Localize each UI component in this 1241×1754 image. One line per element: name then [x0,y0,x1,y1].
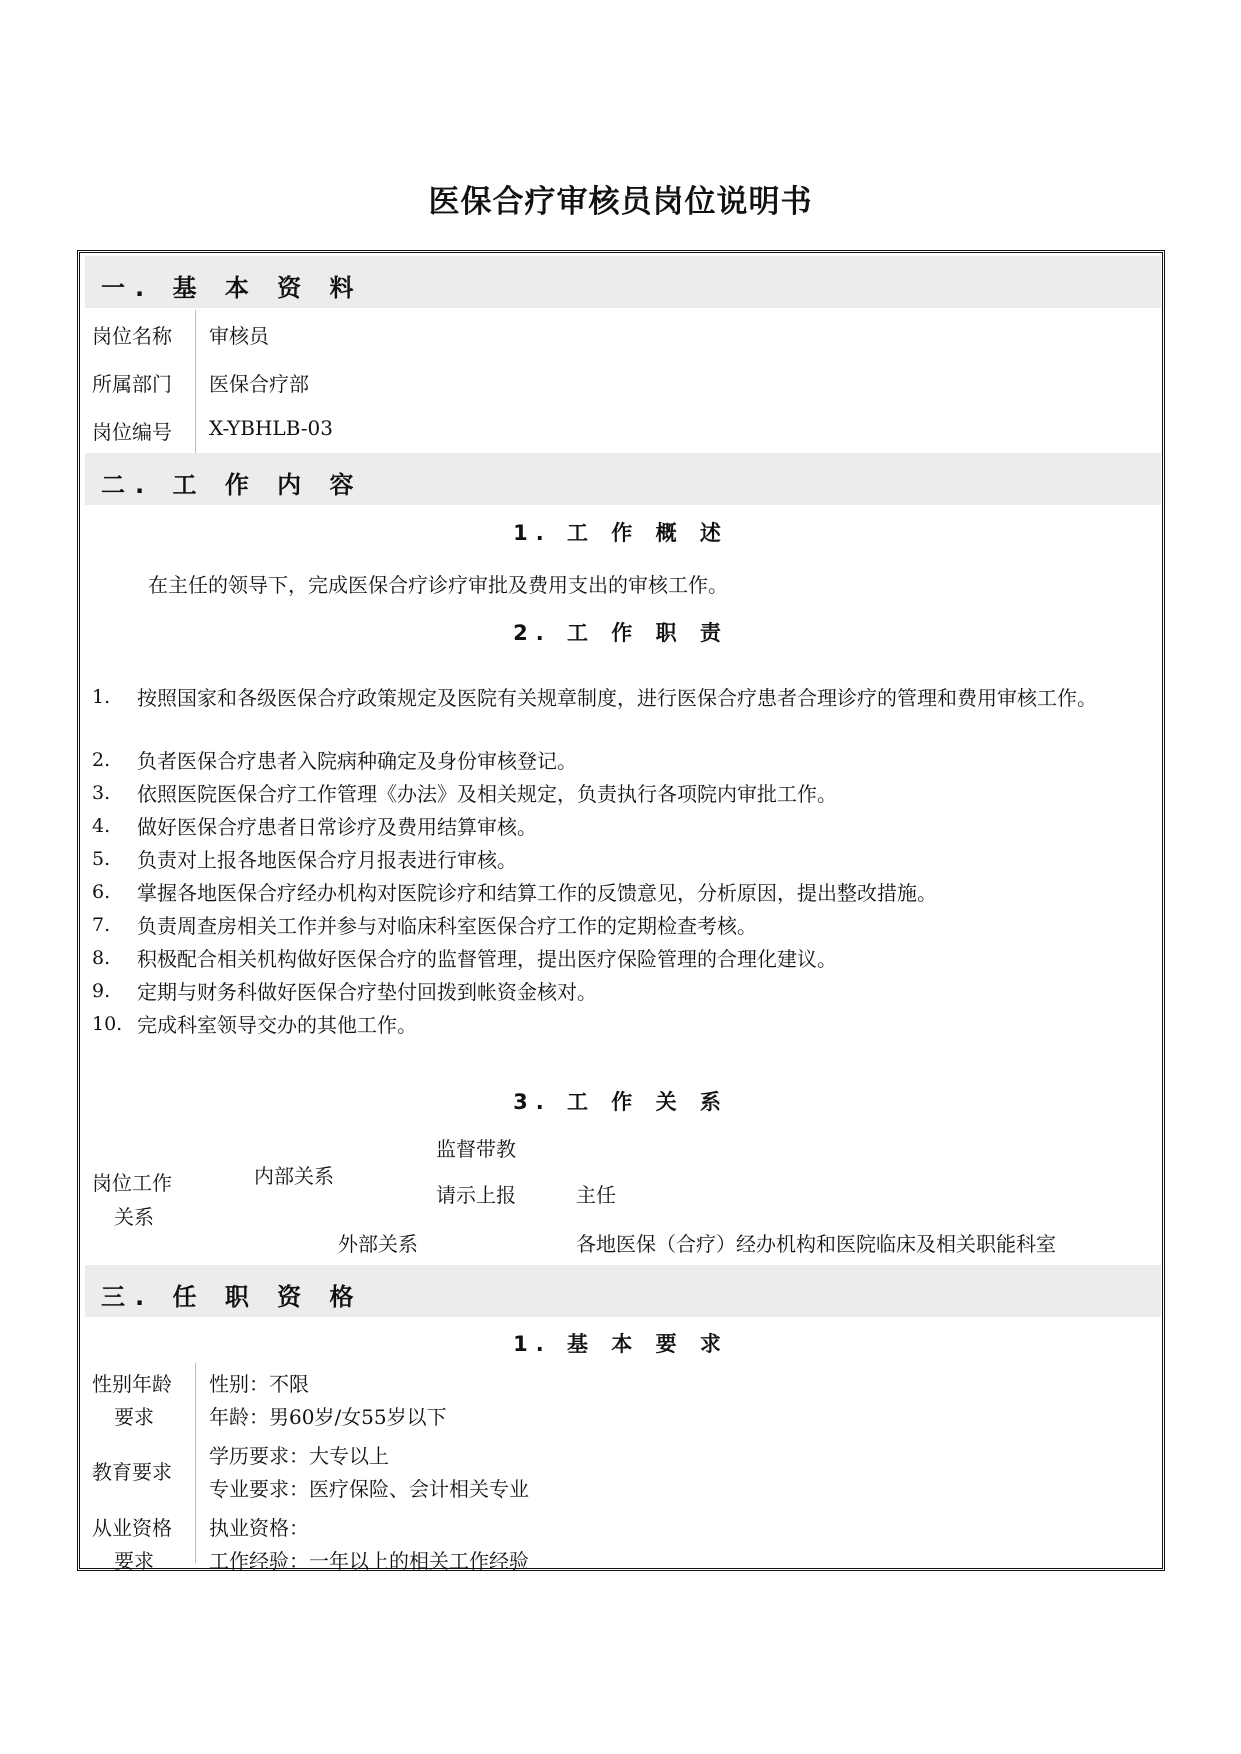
duty-number: 2. [92,749,111,771]
section-1-header [85,256,1161,308]
duty-number: 3. [92,782,111,804]
req-label-gender-age-line1: 性别年龄 [92,1372,172,1396]
supervise-teach: 监督带教 [436,1137,516,1161]
duty-number: 10. [92,1013,123,1035]
req-experience: 工作经验：一年以上的相关工作经验 [209,1549,529,1573]
duty-item: 定期与财务科做好医保合疗垫付回拨到帐资金核对。 [137,980,597,1004]
overview-title: 1. 工 作 概 述 [513,521,729,545]
duty-item: 负者医保合疗患者入院病种确定及身份审核登记。 [137,749,577,773]
req-label-gender-age-line2: 要求 [114,1405,154,1429]
overview-text: 在主任的领导下，完成医保合疗诊疗审批及费用支出的审核工作。 [148,573,728,597]
page-title: 医保合疗审核员岗位说明书 [428,184,813,220]
column-divider [195,310,196,460]
row-value-position-code: X-YBHLB-03 [209,416,333,440]
duty-item: 依照医院医保合疗工作管理《办法》及相关规定，负责执行各项院内审批工作。 [137,782,837,806]
report-upward: 请示上报 [436,1183,516,1207]
duty-number: 9. [92,980,111,1002]
duties-title: 2. 工 作 职 责 [513,621,729,645]
req-degree: 学历要求：大专以上 [209,1444,389,1468]
duty-number: 1. [92,686,111,708]
row-label-position-code: 岗位编号 [92,420,172,444]
duty-number: 7. [92,914,111,936]
section-2-header [85,453,1161,505]
external-target: 各地医保（合疗）经办机构和医院临床及相关职能科室 [576,1232,1056,1256]
section-3-header [85,1265,1161,1317]
duty-number: 5. [92,848,111,870]
relations-label-line1: 岗位工作 [92,1171,172,1195]
duty-item: 负责对上报各地医保合疗月报表进行审核。 [137,848,517,872]
external-relations: 外部关系 [338,1232,418,1256]
duty-number: 6. [92,881,111,903]
row-label-position-name: 岗位名称 [92,324,172,348]
duty-item: 做好医保合疗患者日常诊疗及费用结算审核。 [137,815,537,839]
row-value-position-name: 审核员 [209,324,269,348]
req-gender: 性别：不限 [209,1372,309,1396]
job-description-table [77,250,1165,1571]
section-1-heading: 一. 基 本 资 料 [101,274,364,302]
relations-title: 3. 工 作 关 系 [513,1090,729,1114]
req-major: 专业要求：医疗保险、会计相关专业 [209,1477,529,1501]
req-license: 执业资格： [209,1516,309,1540]
req-label-qualification-line2: 要求 [114,1549,154,1573]
duty-number: 8. [92,947,111,969]
duty-item: 积极配合相关机构做好医保合疗的监督管理，提出医疗保险管理的合理化建议。 [137,947,837,971]
duty-item: 掌握各地医保合疗经办机构对医院诊疗和结算工作的反馈意见，分析原因，提出整改措施。 [137,881,937,905]
section-3-heading: 三. 任 职 资 格 [101,1283,364,1311]
duty-item: 完成科室领导交办的其他工作。 [137,1013,417,1037]
section-2-heading: 二. 工 作 内 容 [101,471,364,499]
report-target: 主任 [576,1183,616,1207]
internal-relations: 内部关系 [254,1164,334,1188]
duty-item: 负责周查房相关工作并参与对临床科室医保合疗工作的定期检查考核。 [137,914,757,938]
relations-label-line2: 关系 [114,1205,154,1229]
row-label-department: 所属部门 [92,372,172,396]
column-divider [195,1363,196,1563]
req-age: 年龄：男60岁/女55岁以下 [209,1405,447,1429]
duty-number: 4. [92,815,111,837]
req-label-education: 教育要求 [92,1460,172,1484]
basic-requirements-title: 1. 基 本 要 求 [513,1332,729,1356]
duty-item: 按照国家和各级医保合疗政策规定及医院有关规章制度，进行医保合疗患者合理诊疗的管理和费用审核工作。 [137,686,1097,710]
req-label-qualification-line1: 从业资格 [92,1516,172,1540]
row-value-department: 医保合疗部 [209,372,309,396]
